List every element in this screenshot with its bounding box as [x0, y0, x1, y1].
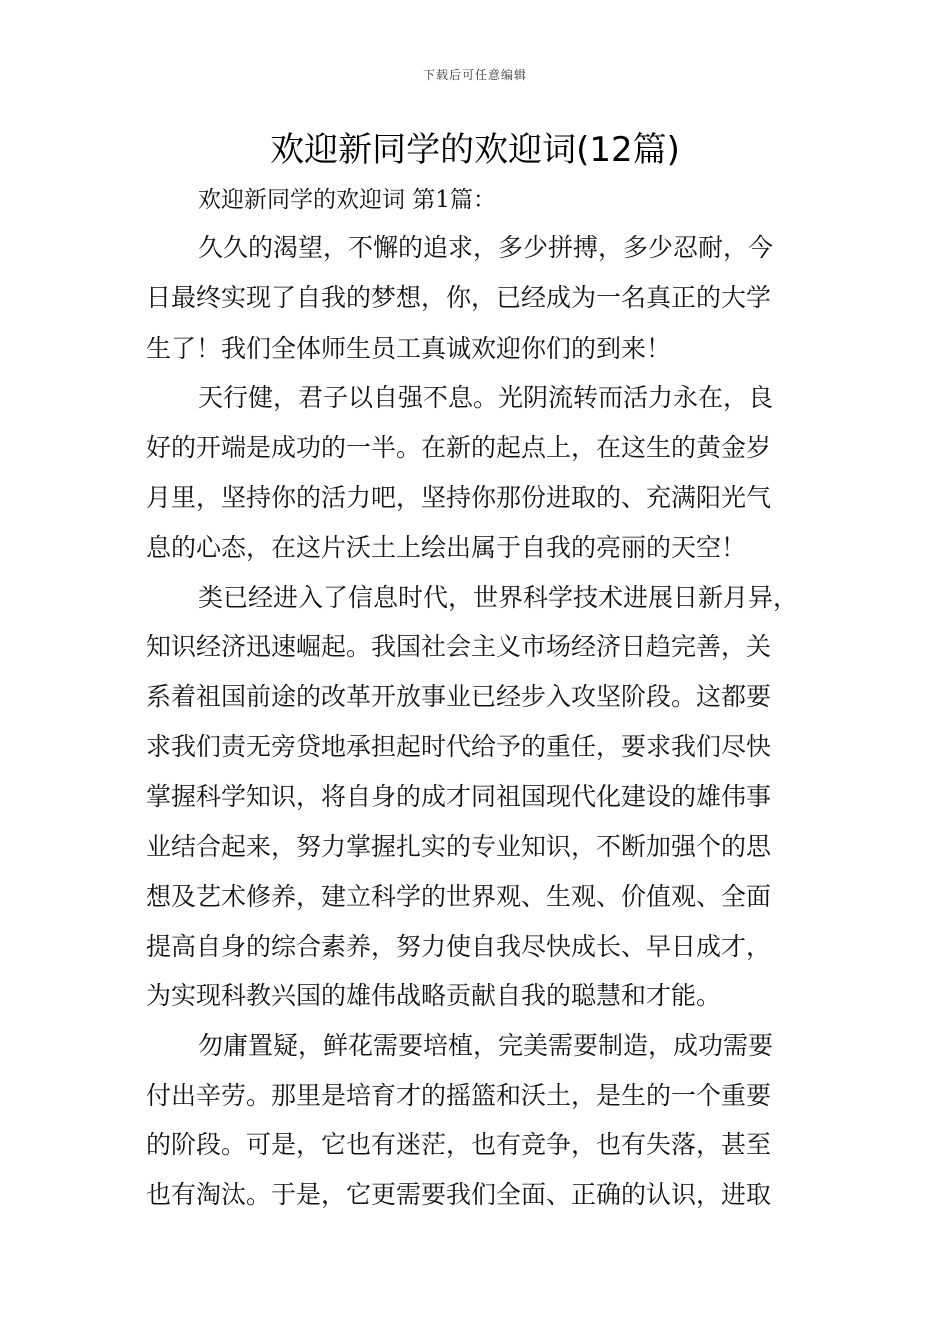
section-heading: 欢迎新同学的欢迎词 第1篇：	[198, 187, 496, 213]
paragraph-line: 业结合起来，努力掌握扎实的专业知识，不断加强个的思	[146, 832, 772, 861]
paragraph-line: 知识经济迅速崛起。我国社会主义市场经济日趋完善，关	[146, 632, 772, 661]
paragraph-line: 也有淘汰。于是，它更需要我们全面、正确的认识，进取	[146, 1180, 772, 1209]
paragraph-line: 求我们责无旁贷地承担起时代给予的重任，要求我们尽快	[146, 732, 772, 761]
paragraph-line: 为实现科教兴国的雄伟战略贡献自我的聪慧和才能。	[146, 981, 722, 1010]
paragraph-line: 好的开端是成功的一半。在新的起点上，在这生的黄金岁	[146, 433, 772, 462]
paragraph-line: 日最终实现了自我的梦想，你，已经成为一名真正的大学	[146, 283, 772, 312]
paragraph-line: 类已经进入了信息时代，世界科学技术进展日新月异，	[198, 583, 799, 612]
paragraph-line: 生了！我们全体师生员工真诚欢迎你们的到来！	[146, 334, 672, 363]
paragraph-line: 天行健，君子以自强不息。光阴流转而活力永在，良	[198, 383, 774, 412]
header-note: 下载后可任意编辑	[422, 68, 527, 82]
paragraph-line: 的阶段。可是，它也有迷茫，也有竞争，也有失落，甚至	[146, 1130, 772, 1159]
paragraph-line: 久久的渴望，不懈的追求，多少拼搏，多少忍耐，今	[198, 233, 774, 262]
paragraph-line: 勿庸置疑，鲜花需要培植，完美需要制造，成功需要	[198, 1031, 774, 1060]
paragraph-line: 付出辛劳。那里是培育才的摇篮和沃土，是生的一个重要	[146, 1081, 772, 1110]
paragraph-line: 掌握科学知识，将自身的成才同祖国现代化建设的雄伟事	[146, 782, 772, 811]
document-title: 欢迎新同学的欢迎词(12篇)	[270, 130, 680, 170]
paragraph-line: 提高自身的综合素养，努力使自我尽快成长、早日成才，	[146, 932, 772, 961]
paragraph-line: 系着祖国前途的改革开放事业已经步入攻坚阶段。这都要	[146, 682, 772, 711]
paragraph-line: 月里，坚持你的活力吧，坚持你那份进取的、充满阳光气	[146, 483, 772, 512]
paragraph-line: 息的心态，在这片沃土上绘出属于自我的亮丽的天空！	[146, 533, 747, 562]
paragraph-line: 想及艺术修养，建立科学的世界观、生观、价值观、全面	[146, 882, 772, 911]
